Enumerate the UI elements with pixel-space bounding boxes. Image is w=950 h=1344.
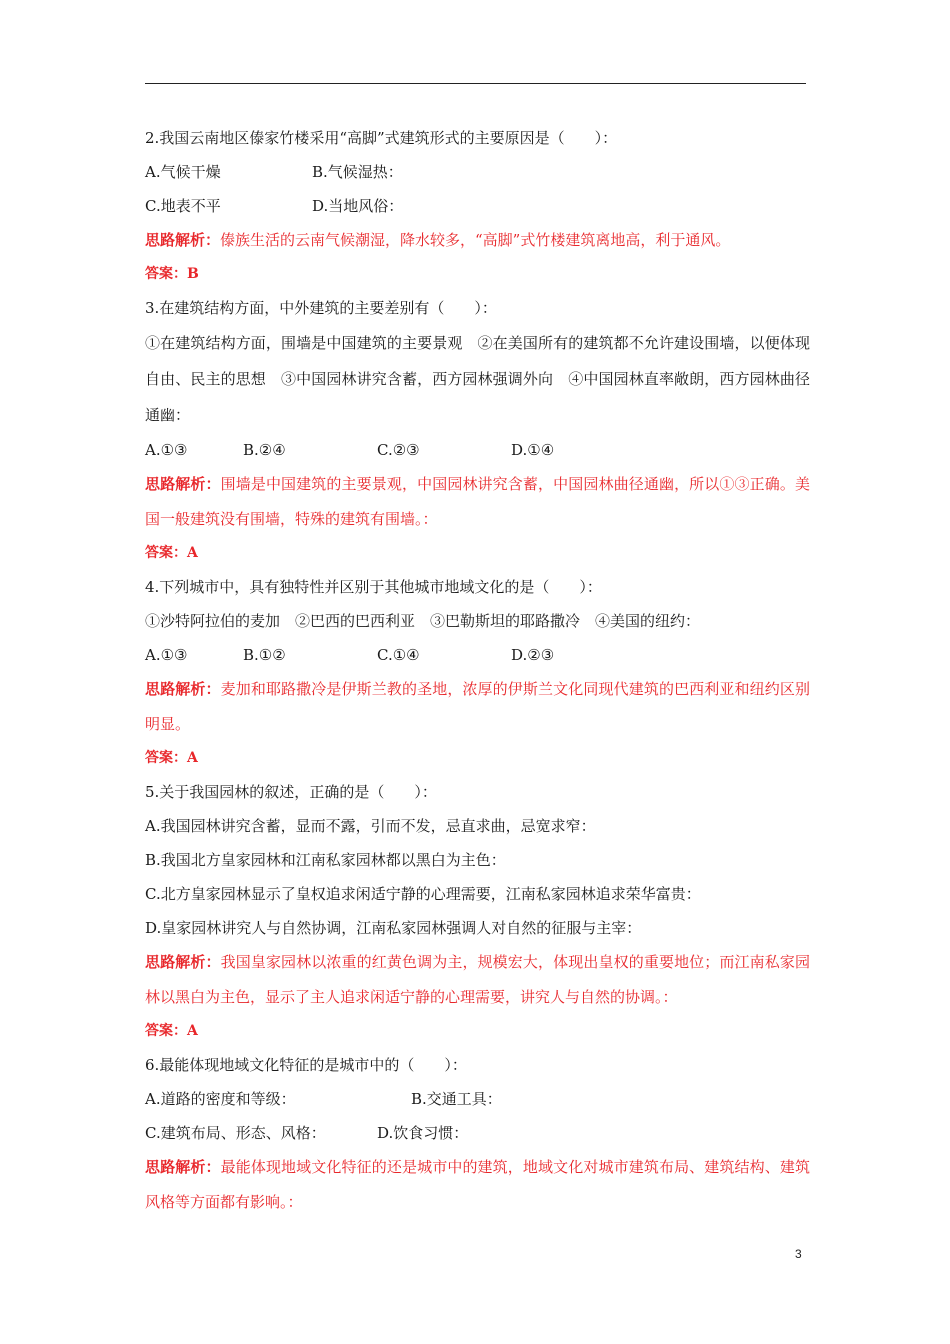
q4-options-row xyxy=(145,638,810,672)
q4-body: ①沙特阿拉伯的麦加 ②巴西的巴西利亚 ③巴勒斯坦的耶路撒冷 ④美国的纽约： xyxy=(145,612,701,630)
q3-analysis xyxy=(145,467,810,537)
q2-analysis xyxy=(145,223,810,258)
document-body xyxy=(145,121,810,1220)
q3-option-a: A.①③ xyxy=(145,441,188,459)
q6-option-c: C.建筑布局、形态、风格： xyxy=(145,1124,326,1142)
q4-option-b: B.①② xyxy=(243,646,286,664)
q2-options-row-2 xyxy=(145,189,810,223)
q3-option-b: B.②④ xyxy=(243,441,286,459)
q6-option-b: B.交通工具： xyxy=(411,1090,502,1108)
page-number: 3 xyxy=(795,1247,802,1261)
q6-analysis xyxy=(145,1150,810,1220)
q4-answer: 答案：A xyxy=(145,750,198,766)
q3-option-d: D.①④ xyxy=(511,441,555,459)
q2-option-c: C.地表不平 xyxy=(145,197,221,215)
q5-analysis-label: 思路解析： xyxy=(145,953,221,971)
q3-options-row xyxy=(145,433,810,467)
q2-analysis-text: 傣族生活的云南气候潮湿，降水较多，“高脚”式竹楼建筑离地高，利于通风。 xyxy=(220,231,731,249)
q6-stem: 6.最能体现地域文化特征的是城市中的（ ）： xyxy=(145,1056,467,1074)
q2-option-a: A.气候干燥 xyxy=(145,163,221,181)
q6-analysis-label: 思路解析： xyxy=(145,1158,221,1176)
q2-analysis-label: 思路解析： xyxy=(145,231,221,249)
q5-stem: 5.关于我国园林的叙述，正确的是（ ）： xyxy=(145,783,437,801)
q5-answer: 答案：A xyxy=(145,1023,198,1039)
q6-options-row-2 xyxy=(145,1116,810,1150)
q6-analysis-text: 最能体现地域文化特征的还是城市中的建筑，地域文化对城市建筑布局、建筑结构、建筑风格等方面都有影响。： xyxy=(145,1158,810,1211)
q2-option-b: B.气候湿热： xyxy=(312,163,403,181)
q5-analysis xyxy=(145,945,810,1015)
q5-option-d: D.皇家园林讲究人与自然协调，江南私家园林强调人对自然的征服与主宰： xyxy=(145,919,642,937)
q2-stem: 2.我国云南地区傣家竹楼采用“高脚”式建筑形式的主要原因是（ ）： xyxy=(145,129,618,147)
q4-stem: 4.下列城市中，具有独特性并区别于其他城市地域文化的是（ ）： xyxy=(145,578,602,596)
q5-analysis-text: 我国皇家园林以浓重的红黄色调为主，规模宏大，体现出皇权的重要地位；而江南私家园林以黑白为主色，显示了主人追求闲适宁静的心理需要，讲究人与自然的协调。： xyxy=(145,953,810,1006)
q5-option-b: B.我国北方皇家园林和江南私家园林都以黑白为主色： xyxy=(145,851,506,869)
q6-options-row-1 xyxy=(145,1082,810,1116)
q3-analysis-text: 围墙是中国建筑的主要景观，中国园林讲究含蓄，中国园林曲径通幽，所以①③正确。美国一般建筑没有围墙，特殊的建筑有围墙。： xyxy=(145,475,810,528)
q6-option-d: D.饮食习惯： xyxy=(377,1124,469,1142)
q6-option-a: A.道路的密度和等级： xyxy=(145,1090,296,1108)
q3-option-c: C.②③ xyxy=(377,441,420,459)
q4-analysis-label: 思路解析： xyxy=(145,680,221,698)
q4-option-d: D.②③ xyxy=(511,646,555,664)
q4-analysis xyxy=(145,672,810,742)
q2-answer: 答案：B xyxy=(145,266,199,282)
q5-option-a: A.我国园林讲究含蓄，显而不露，引而不发，忌直求曲，忌宽求窄： xyxy=(145,817,596,835)
q3-stem: 3.在建筑结构方面，中外建筑的主要差别有（ ）： xyxy=(145,299,497,317)
q3-analysis-label: 思路解析： xyxy=(145,475,221,493)
q2-option-d: D.当地风俗： xyxy=(312,197,404,215)
q3-answer: 答案：A xyxy=(145,545,198,561)
q4-option-a: A.①③ xyxy=(145,646,188,664)
q5-option-c: C.北方皇家园林显示了皇权追求闲适宁静的心理需要，江南私家园林追求荣华富贵： xyxy=(145,885,701,903)
q4-analysis-text: 麦加和耶路撒冷是伊斯兰教的圣地，浓厚的伊斯兰文化同现代建筑的巴西利亚和纽约区别明显。 xyxy=(145,680,810,733)
q4-option-c: C.①④ xyxy=(377,646,420,664)
q3-body: ①在建筑结构方面，围墙是中国建筑的主要景观 ②在美国所有的建筑都不允许建设围墙，以便体现自由、民主的思想 ③中国园林讲究含蓄，西方园林强调外向 ④中国园林直率敞朗，西方园林曲径通幽： xyxy=(145,334,810,424)
q2-options-row-1 xyxy=(145,155,810,189)
header-rule xyxy=(145,83,806,84)
